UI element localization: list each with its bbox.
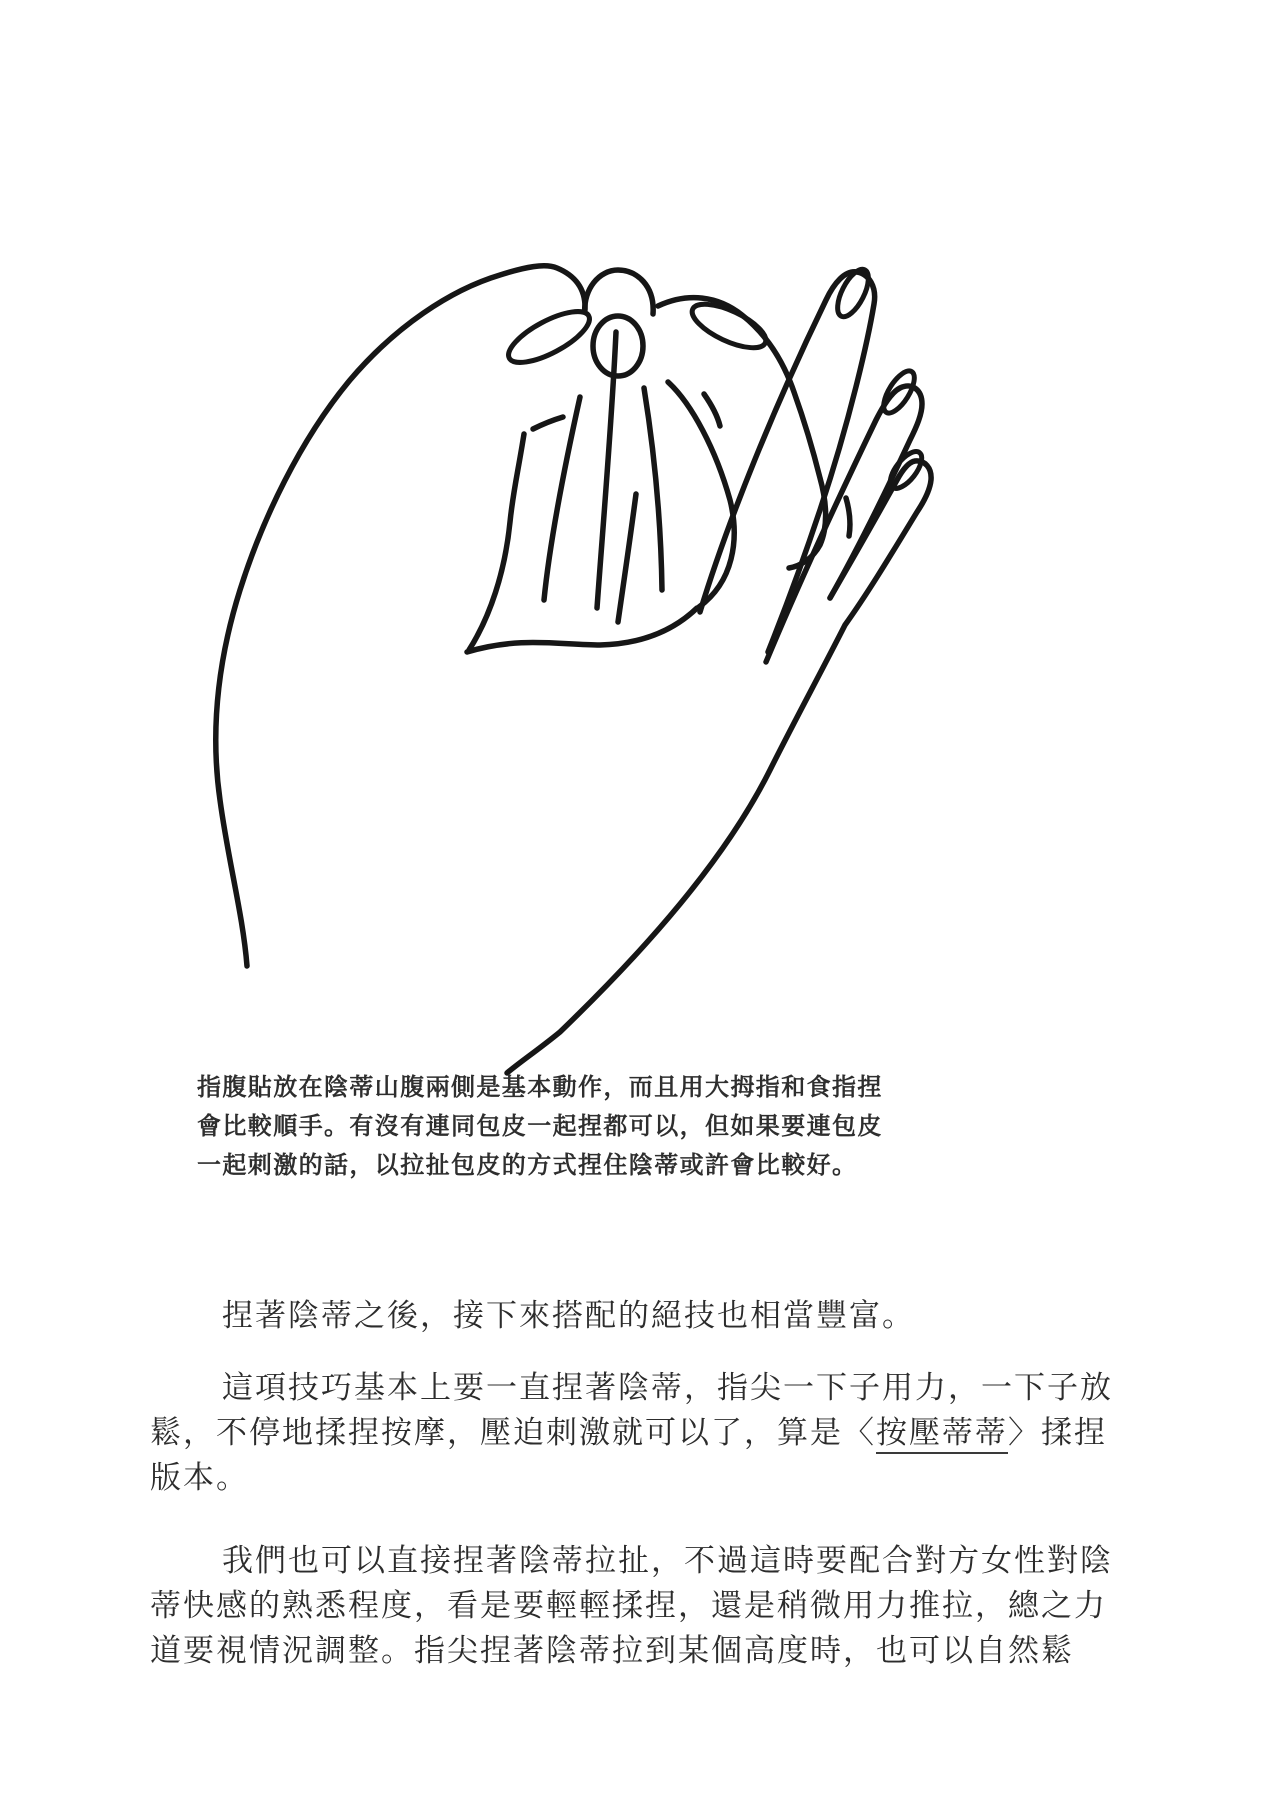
paragraph-1-line-1: 捏著陰蒂之後，接下來搭配的絕技也相當豐富。 xyxy=(222,1298,915,1333)
caption-line-3: 一起刺激的話，以拉扯包皮的方式捏住陰蒂或許會比較好。 xyxy=(197,1152,858,1179)
caption-line-1: 指腹貼放在陰蒂山腹兩側是基本動作，而且用大拇指和食指捏 xyxy=(197,1074,883,1101)
paragraph-3-line-3: 道要視情況調整。指尖捏著陰蒂拉到某個高度時，也可以自然鬆 xyxy=(150,1633,1074,1668)
paragraph-2-line-2-pre: 鬆，不停地揉捏按摩，壓迫刺激就可以了，算是〈 xyxy=(150,1415,876,1450)
paragraph-2-line-2-post: 〉揉捏 xyxy=(1008,1415,1107,1450)
paragraph-2-line-1: 這項技巧基本上要一直捏著陰蒂，指尖一下子用力，一下子放 xyxy=(222,1370,1113,1405)
illustration-caption xyxy=(197,1068,883,1185)
paragraph-3-line-1: 我們也可以直接捏著陰蒂拉扯，不過這時要配合對方女性對陰 xyxy=(222,1543,1113,1578)
paragraph-2-line-2 xyxy=(150,1410,1107,1455)
paragraph-2-line-3: 版本。 xyxy=(150,1460,249,1495)
paragraph-3-line-2: 蒂快感的熟悉程度，看是要輕輕揉捏，還是稍微用力推拉，總之力 xyxy=(150,1588,1107,1623)
underlined-term: 按壓蒂蒂 xyxy=(876,1415,1008,1454)
caption-line-2: 會比較順手。有沒有連同包皮一起捏都可以，但如果要連包皮 xyxy=(197,1113,883,1140)
hand-outline-shapes xyxy=(216,266,931,1073)
hood-arc-shape xyxy=(585,270,653,318)
